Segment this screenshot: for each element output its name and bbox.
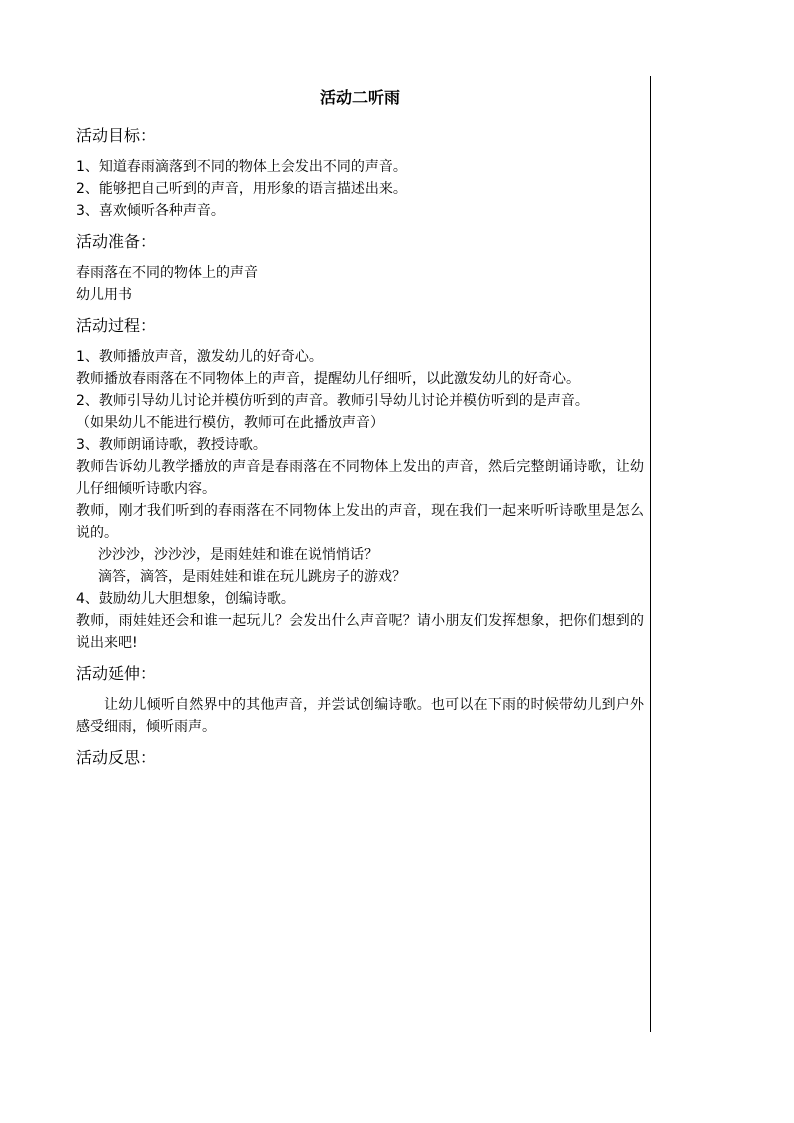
goal-item: 1、知道春雨滴落到不同的物体上会发出不同的声音。 (76, 159, 407, 175)
extension-heading: 活动延伸： (76, 664, 157, 683)
goals-heading: 活动目标： (76, 126, 157, 145)
poem-line: 沙沙沙，沙沙沙，是雨娃娃和谁在说悄悄话？ (98, 547, 378, 563)
reflection-heading: 活动反思： (76, 748, 157, 767)
poem-line: 滴答，滴答，是雨娃娃和谁在玩儿跳房子的游戏？ (98, 569, 406, 585)
extension-text: 让幼儿倾听自然界中的其他声音，并尝试创编诗歌。也可以在下雨的时候带幼儿到户外感受细雨，倾听雨声。 (76, 697, 644, 735)
process-line: 教师，刚才我们听到的春雨落在不同物体上发出的声音，现在我们一起来听听诗歌里是怎么说的。 (76, 503, 644, 541)
process-list (76, 346, 644, 654)
extension-body (76, 694, 644, 738)
process-line: 教师，雨娃娃还会和谁一起玩儿？会发出什么声音呢？请小朋友们发挥想象，把你们想到的说出来吧! (76, 613, 644, 651)
table-border-line (650, 76, 651, 1032)
prep-list (76, 262, 644, 306)
process-line: 1、教师播放声音，激发幼儿的好奇心。 (76, 349, 323, 365)
goal-item: 2、能够把自己听到的声音，用形象的语言描述出来。 (76, 181, 407, 197)
process-line: 3、教师朗诵诗歌，教授诗歌。 (76, 437, 267, 453)
prep-item: 幼儿用书 (76, 287, 132, 303)
process-line: 4、鼓励幼儿大胆想象，创编诗歌。 (76, 591, 295, 607)
process-line: （如果幼儿不能进行模仿，教师可在此播放声音） (76, 415, 384, 431)
document-content (76, 84, 644, 778)
goals-list (76, 156, 644, 222)
prep-heading: 活动准备： (76, 232, 157, 251)
process-line: 教师播放春雨落在不同物体上的声音，提醒幼儿仔细听，以此激发幼儿的好奇心。 (76, 371, 580, 387)
process-heading: 活动过程： (76, 316, 157, 335)
goal-item: 3、喜欢倾听各种声音。 (76, 203, 225, 219)
process-line: 2、教师引导幼儿讨论并模仿听到的声音。教师引导幼儿讨论并模仿听到的是声音。 (76, 393, 589, 409)
prep-item: 春雨落在不同的物体上的声音 (76, 265, 258, 281)
process-line: 教师告诉幼儿教学播放的声音是春雨落在不同物体上发出的声音，然后完整朗诵诗歌，让幼儿仔细倾听诗歌内容。 (76, 459, 644, 497)
document-title: 活动二听雨 (319, 88, 400, 107)
